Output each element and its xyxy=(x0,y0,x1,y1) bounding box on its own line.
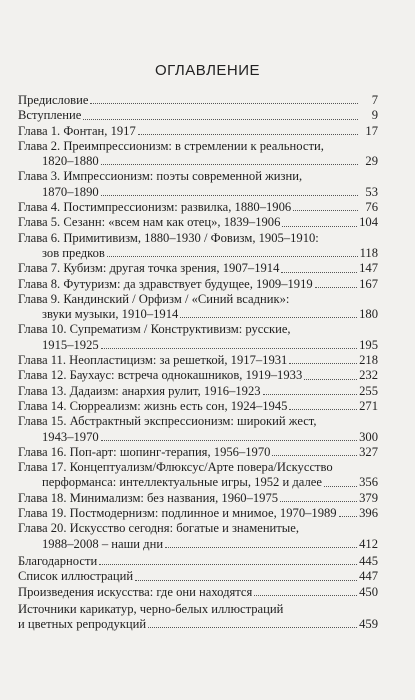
toc-entry-title: Глава 7. Кубизм: другая точка зрения, 1907–1914 xyxy=(18,261,280,276)
toc-entry[interactable] xyxy=(18,124,378,139)
toc-entry[interactable] xyxy=(18,292,378,323)
dot-leader xyxy=(315,287,357,288)
toc-page-number: 232 xyxy=(359,368,378,383)
dot-leader xyxy=(101,440,357,441)
toc-entry-title-continued: зов предков xyxy=(42,245,105,260)
toc-entry-title: Глава 14. Сюрреализм: жизнь есть сон, 1924–1945 xyxy=(18,398,288,413)
toc-entry[interactable] xyxy=(18,368,378,383)
toc-entry-title-continued: 1870–1890 xyxy=(42,184,99,199)
dot-leader xyxy=(107,256,358,257)
toc-page-number: 255 xyxy=(359,383,378,398)
dot-leader xyxy=(272,455,357,456)
toc-page-number: 327 xyxy=(359,444,378,459)
toc-page-number: 104 xyxy=(359,215,378,230)
toc-entry-title: Источники карикатур, черно-белых иллюстраций xyxy=(18,601,284,616)
toc-page-number: 9 xyxy=(371,108,378,123)
toc-entry[interactable] xyxy=(18,460,378,491)
toc-entry[interactable] xyxy=(18,445,378,460)
toc-page-number: 195 xyxy=(359,337,378,352)
dot-leader xyxy=(83,119,358,120)
dot-leader xyxy=(90,103,358,104)
toc-page-number: 300 xyxy=(359,429,378,444)
toc-entry[interactable] xyxy=(18,506,378,521)
toc-entry-title: Глава 20. Искусство сегодня: богатые и знаменитые, xyxy=(18,521,300,536)
dot-leader xyxy=(289,409,357,410)
dot-leader xyxy=(280,501,357,502)
toc-entry[interactable] xyxy=(18,139,378,170)
toc-entry-title: Произведения искусства: где они находятся xyxy=(18,584,253,599)
toc-page-number: 147 xyxy=(359,261,378,276)
dot-leader xyxy=(263,394,358,395)
toc-entry-title: Глава 18. Минимализм: без названия, 1960–1975 xyxy=(18,490,279,505)
toc-entry[interactable] xyxy=(18,554,378,569)
toc-page-number: 450 xyxy=(359,584,378,599)
toc-entry-title: Благодарности xyxy=(18,553,98,568)
toc-entry-title: Глава 4. Постимпрессионизм: развилка, 1880–1906 xyxy=(18,200,292,215)
dot-leader xyxy=(282,226,357,227)
toc-entry-title: Глава 17. Концептуализм/Флюксус/Арте повера/Искусство xyxy=(18,460,333,475)
toc-page-number: 7 xyxy=(371,93,378,107)
dot-leader xyxy=(101,195,358,196)
toc-entry-title-continued: 1820–1880 xyxy=(42,154,99,169)
toc-page-number: 379 xyxy=(359,490,378,505)
toc-page-number: 167 xyxy=(359,276,378,291)
toc-entry-title: Глава 8. Футуризм: да здравствует будущее, 1909–1919 xyxy=(18,276,313,291)
toc-entry-title-continued: 1988–2008 – наши дни xyxy=(42,536,164,551)
dot-leader xyxy=(99,564,357,565)
toc-entry[interactable] xyxy=(18,353,378,368)
toc-entry[interactable] xyxy=(18,93,378,108)
dot-leader xyxy=(101,348,357,349)
toc-page-number: 180 xyxy=(359,307,378,322)
dot-leader xyxy=(339,516,358,517)
toc-entry[interactable] xyxy=(18,261,378,276)
toc-entry-title: Глава 1. Фонтан, 1917 xyxy=(18,123,136,138)
toc-page-number: 356 xyxy=(359,475,378,490)
toc-entry[interactable] xyxy=(18,521,378,552)
toc-entry-title: Глава 3. Импрессионизм: поэты современной жизни, xyxy=(18,169,303,184)
dot-leader xyxy=(304,379,357,380)
toc-entry[interactable] xyxy=(18,169,378,200)
toc-entry[interactable] xyxy=(18,277,378,292)
toc-page-number: 271 xyxy=(359,398,378,413)
dot-leader xyxy=(101,164,358,165)
toc-entry-title: Глава 11. Неопластицизм: за решеткой, 1917–1931 xyxy=(18,353,288,368)
toc-entry-title: Глава 9. Кандинский / Орфизм / «Синий всадник»: xyxy=(18,291,290,306)
dot-leader xyxy=(148,627,357,628)
dot-leader xyxy=(324,486,357,487)
toc-entry-title: Глава 2. Преимпрессионизм: в стремлении к реальности, xyxy=(18,138,324,153)
toc-page-number: 118 xyxy=(359,245,378,260)
table-of-contents xyxy=(18,93,378,632)
dot-leader xyxy=(254,595,357,596)
toc-entry-title: Глава 13. Дадаизм: анархия рулит, 1916–1923 xyxy=(18,383,261,398)
toc-page-number: 396 xyxy=(359,506,378,521)
toc-entry-title: Глава 6. Примитивизм, 1880–1930 / Фовизм, 1905–1910: xyxy=(18,230,319,245)
toc-entry-title: Список иллюстраций xyxy=(18,569,134,584)
dot-leader xyxy=(281,272,357,273)
toc-page-number: 17 xyxy=(365,123,378,138)
toc-page-number: 29 xyxy=(365,154,378,169)
toc-entry[interactable] xyxy=(18,585,378,600)
toc-page-number: 447 xyxy=(359,569,378,584)
dot-leader xyxy=(180,317,357,318)
toc-entry-title: Глава 16. Поп-арт: шопинг-терапия, 1956–1970 xyxy=(18,444,271,459)
toc-entry-title-continued: перформанса: интеллектуальные игры, 1952 и далее xyxy=(42,475,322,490)
toc-entry[interactable] xyxy=(18,108,378,123)
dot-leader xyxy=(293,210,358,211)
toc-entry[interactable] xyxy=(18,414,378,445)
toc-entry-title: Вступление xyxy=(18,108,82,123)
dot-leader xyxy=(165,547,357,548)
toc-entry[interactable] xyxy=(18,602,378,633)
toc-page-number: 218 xyxy=(359,353,378,368)
toc-entry[interactable] xyxy=(18,399,378,414)
toc-entry-title: Глава 10. Супрематизм / Конструктивизм: русские, xyxy=(18,322,291,337)
toc-entry[interactable] xyxy=(18,231,378,262)
toc-entry-title: Глава 15. Абстрактный экспрессионизм: широкий жест, xyxy=(18,414,317,429)
dot-leader xyxy=(138,134,358,135)
toc-entry[interactable] xyxy=(18,569,378,584)
toc-entry[interactable] xyxy=(18,322,378,353)
toc-page-number: 412 xyxy=(359,536,378,551)
toc-entry[interactable] xyxy=(18,384,378,399)
toc-page-number: 76 xyxy=(365,200,378,215)
toc-entry-title-continued: звуки музыки, 1910–1914 xyxy=(42,307,179,322)
toc-entry-title: Глава 5. Сезанн: «всем нам как отец», 1839–1906 xyxy=(18,215,281,230)
toc-entry[interactable] xyxy=(18,491,378,506)
toc-entry-title-continued: 1943–1970 xyxy=(42,429,99,444)
toc-page-number: 459 xyxy=(359,617,378,632)
page-title: ОГЛАВЛЕНИЕ xyxy=(154,62,261,79)
toc-entry-title: Глава 12. Баухаус: встреча однокашников, 1919–1933 xyxy=(18,368,303,383)
toc-entry[interactable] xyxy=(18,215,378,230)
toc-entry-title-continued: и цветных репродукций xyxy=(18,617,147,632)
toc-page-number: 445 xyxy=(359,553,378,568)
toc-entry-title-continued: 1915–1925 xyxy=(42,337,99,352)
toc-entry-title: Глава 19. Постмодернизм: подлинное и мнимое, 1970–1989 xyxy=(18,506,337,521)
dot-leader xyxy=(289,363,357,364)
toc-entry[interactable] xyxy=(18,200,378,215)
dot-leader xyxy=(135,580,357,581)
toc-entry-title: Предисловие xyxy=(18,93,89,107)
toc-page-number: 53 xyxy=(365,184,378,199)
